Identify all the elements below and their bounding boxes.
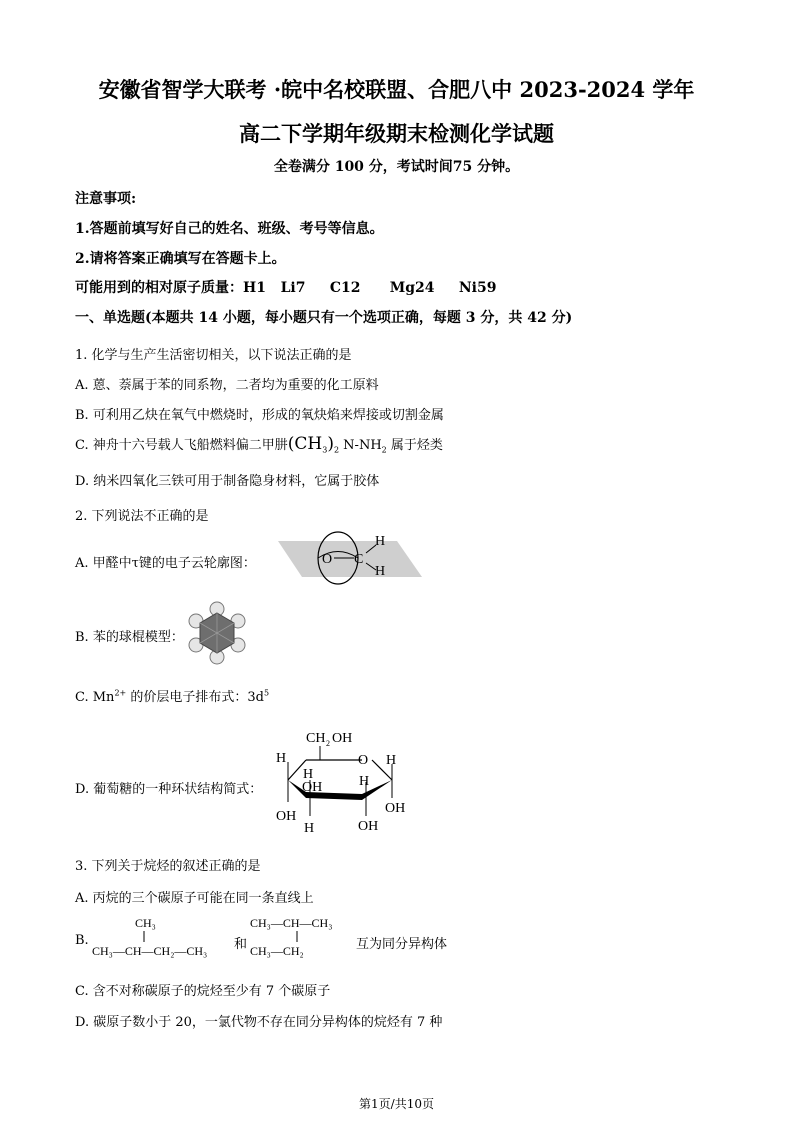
group-label: CH [306,731,326,746]
q2-option-c-label: C. Mn [75,690,115,705]
atom-label: H [375,564,386,579]
structure-text: CH₃ [135,916,156,930]
q3-option-c: C. 含不对称碳原子的烷烃至少有 7 个碳原子 [75,984,331,999]
q1-option-a: A. 蒽、萘属于苯的同系物，二者均为重要的化工原料 [75,378,379,393]
formula-part: N-NH [339,438,382,453]
structure-text: CH₃—CH₂ [250,944,304,958]
section-heading: 一、单选题(本题共 14 小题，每小题只有一个选项正确，每题 3 分，共 42 分) [75,310,573,326]
atom-label: O [322,552,333,567]
formaldehyde-pi-orbital-figure [272,527,427,585]
q1-stem: 1. 化学与生产生活密切相关，以下说法正确的是 [75,348,352,363]
exam-info: 全卷满分 100 分，考试时间75 分钟。 [273,159,520,175]
page-number: 第1页/共10页 [359,1097,434,1111]
q3-stem: 3. 下列关于烷烃的叙述正确的是 [75,859,261,874]
q3-option-b-text: 互为同分异构体 [356,937,448,952]
h-label: H [304,821,315,836]
electron-count-sup: 5 [263,688,270,698]
q2-option-c-text: 的价层电子排布式：3d [126,690,264,705]
page-title-line2: 高二下学期年级期末检测化学试题 [239,121,554,146]
group-label: OH [332,731,353,746]
ring-oxygen-label: O [358,753,369,768]
q2-stem: 2. 下列说法不正确的是 [75,509,209,524]
notes-item-2: 2.请将答案正确填写在答题卡上。 [75,251,286,267]
q1-option-b: B. 可利用乙炔在氧气中燃烧时，形成的氧炔焰来焊接或切割金属 [75,408,444,423]
molecular-plane [278,541,422,577]
q2-option-d: D. 葡萄糖的一种环状结构简式： [75,782,263,797]
q1-option-d: D. 纳米四氧化三铁可用于制备隐身材料，它属于胶体 [75,474,380,489]
q1-option-c-tail: 属于烃类 [386,438,443,453]
oh-label: OH [358,819,379,834]
h-label: H [276,751,287,766]
h-label: H [386,753,397,768]
page-title: 安徽省智学大联考 ·皖中名校联盟、合肥八中 2023-2024 学年 [98,77,695,102]
oh-label: OH [302,780,323,795]
oh-label: OH [276,809,297,824]
atomic-masses: 可能用到的相对原子质量：H1 Li7 C12 Mg24 Ni59 [75,280,497,296]
atom-label: H [375,534,386,549]
structure-text: CH₃—CH—CH₃ [250,916,333,930]
charge-sup: 2+ [114,688,127,698]
formula-part: ) [327,434,334,454]
notes-heading: 注意事项: [75,191,137,207]
q2-option-c [75,686,269,705]
formula-sub: 3 [322,445,328,455]
q2-option-b: B. 苯的球棍模型： [75,630,184,645]
q3-structure-2 [248,912,358,960]
notes-item-1: 1.答题前填写好自己的姓名、班级、考号等信息。 [75,221,384,237]
q3-option-d: D. 碳原子数小于 20，一氯代物不存在同分异构体的烷烃有 7 种 [75,1015,443,1030]
q1-option-c [75,434,443,455]
q3-option-a: A. 丙烷的三个碳原子可能在同一条直线上 [75,891,314,906]
formula-sub: 2 [333,445,340,455]
formula-part: (CH [287,434,323,454]
h-label: H [303,767,314,782]
q2-option-a: A. 甲醛中τ键的电子云轮廓图： [75,556,256,571]
q1-option-c-text: C. 神舟十六号载人飞船燃料偏二甲肼 [75,438,288,453]
h-label: H [359,774,370,789]
group-label-sub: 2 [326,739,330,748]
oh-label: OH [385,801,406,816]
formula-sub: 2 [381,445,387,455]
q3-structure-1 [90,912,238,960]
q3-option-b-and: 和 [234,937,248,952]
structure-text: CH₃—CH—CH₂—CH₃ [92,944,208,958]
atom-label: C [354,552,364,567]
q3-option-b-label: B. [75,933,89,948]
glucose-ring-structure [270,720,420,842]
benzene-ball-stick-model [184,600,250,666]
